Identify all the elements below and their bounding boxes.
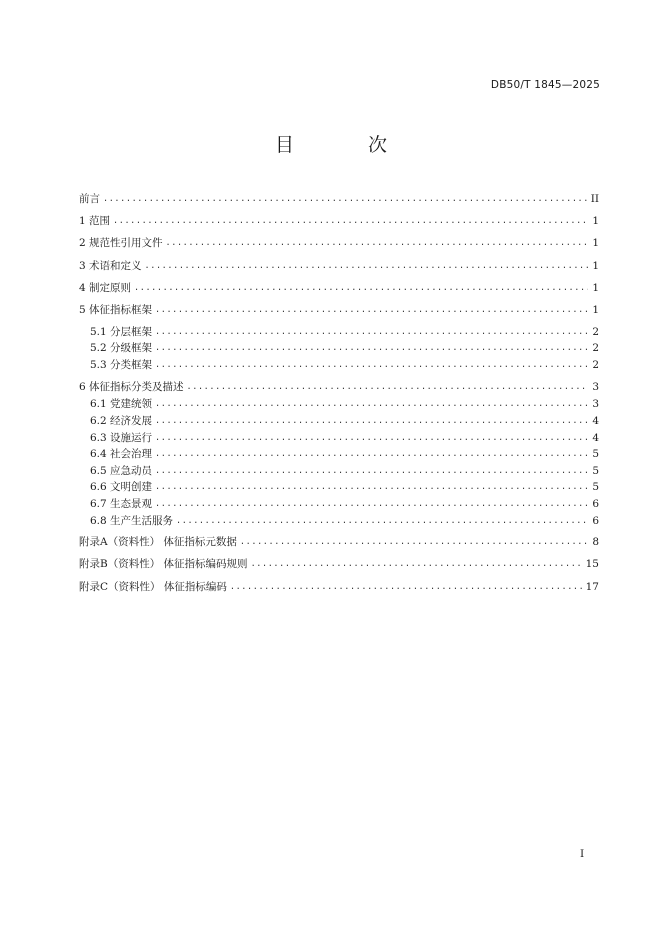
toc-entry-label: 6.2 经济发展 (90, 415, 153, 427)
toc-entry-page: 15 (585, 558, 599, 570)
toc-entry-page: 3 (592, 381, 599, 393)
toc-entry-label: 2 规范性引用文件 (79, 237, 163, 249)
toc-dot-leader (155, 341, 588, 355)
toc-entry-page: 1 (592, 304, 599, 316)
toc-entry-label: 5 体征指标框架 (79, 304, 153, 316)
toc-dot-leader (155, 325, 588, 339)
toc-entry-label: 3 术语和定义 (79, 260, 142, 272)
toc-entry-label: 5.1 分层框架 (90, 326, 153, 338)
toc-entry-label: 6 体征指标分类及描述 (79, 381, 184, 393)
toc-entry-label: 5.3 分类框架 (90, 359, 153, 371)
toc-entry-section-6-8[interactable] (90, 514, 599, 528)
toc-entry-section-6-5[interactable] (90, 464, 599, 478)
toc-entry-label: 前言 (79, 193, 100, 205)
toc-entry-page: 1 (592, 215, 599, 227)
toc-dot-leader (103, 192, 588, 206)
toc-dot-leader (155, 447, 588, 461)
toc-entry-label: 1 范围 (79, 215, 111, 227)
toc-entry-section-4[interactable] (79, 281, 599, 295)
toc-entry-label: 附录B（资料性） 体征指标编码规则 (79, 558, 248, 570)
toc-entry-section-5-2[interactable] (90, 341, 599, 355)
toc-entry-appendix-b[interactable] (79, 557, 599, 571)
toc-entry-label: 6.3 设施运行 (90, 432, 153, 444)
toc-dot-leader (155, 303, 588, 317)
toc-entry-page: 3 (592, 398, 599, 410)
document-code: DB50/T 1845—2025 (490, 79, 600, 91)
toc-entry-page: 6 (592, 515, 599, 527)
toc-entry-appendix-c[interactable] (79, 580, 599, 594)
toc-dot-leader (155, 358, 588, 372)
toc-entry-page: 2 (592, 359, 599, 371)
toc-dot-leader (155, 397, 588, 411)
toc-entry-label: 6.8 生产生活服务 (90, 515, 174, 527)
toc-entry-section-6-6[interactable] (90, 480, 599, 494)
page-number: I (580, 848, 585, 860)
toc-dot-leader (166, 236, 588, 250)
toc-entry-label: 5.2 分级框架 (90, 342, 153, 354)
toc-dot-leader (155, 480, 588, 494)
toc-dot-leader (240, 535, 588, 549)
toc-entry-label: 附录A（资料性） 体征指标元数据 (79, 536, 237, 548)
toc-entry-page: 2 (592, 342, 599, 354)
toc-dot-leader (113, 214, 588, 228)
toc-entry-section-6-2[interactable] (90, 414, 599, 428)
toc-dot-leader (187, 380, 588, 394)
toc-dot-leader (155, 414, 588, 428)
toc-entry-label: 6.6 文明创建 (90, 481, 153, 493)
toc-dot-leader (134, 281, 588, 295)
toc-entry-section-6-1[interactable] (90, 397, 599, 411)
toc-entry-page: 4 (592, 415, 599, 427)
toc-entry-label: 6.5 应急动员 (90, 465, 153, 477)
toc-entry-section-1[interactable] (79, 214, 599, 228)
toc-entry-page: 2 (592, 326, 599, 338)
toc-entry-page: 1 (592, 237, 599, 249)
toc-entry-page: 1 (592, 282, 599, 294)
toc-dot-leader (230, 580, 583, 594)
toc-dot-leader (155, 464, 588, 478)
toc-entry-appendix-a[interactable] (79, 535, 599, 549)
toc-entry-section-2[interactable] (79, 236, 599, 250)
toc-entry-page: 5 (592, 481, 599, 493)
toc-dot-leader (145, 259, 588, 273)
toc-entry-page: 5 (592, 448, 599, 460)
toc-entry-page: 4 (592, 432, 599, 444)
toc-entry-section-6-3[interactable] (90, 431, 599, 445)
toc-dot-leader (176, 514, 588, 528)
toc-entry-page: 8 (592, 536, 599, 548)
toc-entry-section-6[interactable] (79, 380, 599, 394)
toc-entry-label: 附录C（资料性） 体征指标编码 (79, 581, 227, 593)
toc-dot-leader (251, 557, 583, 571)
toc-entry-section-5-3[interactable] (90, 358, 599, 372)
toc-entry-page: 1 (592, 260, 599, 272)
toc-entry-label: 4 制定原则 (79, 282, 132, 294)
toc-entry-foreword[interactable] (79, 192, 599, 206)
toc-entry-page: II (590, 193, 599, 205)
toc-entry-section-5[interactable] (79, 303, 599, 317)
toc-entry-section-6-7[interactable] (90, 497, 599, 511)
toc-entry-section-5-1[interactable] (90, 325, 599, 339)
toc-entry-label: 6.1 党建统领 (90, 398, 153, 410)
toc-entry-page: 5 (592, 465, 599, 477)
toc-dot-leader (155, 431, 588, 445)
toc-entry-section-6-4[interactable] (90, 447, 599, 461)
toc-entry-label: 6.4 社会治理 (90, 448, 153, 460)
page-title: 目 次 (274, 134, 422, 156)
toc-entry-page: 17 (585, 581, 599, 593)
toc-dot-leader (155, 497, 588, 511)
toc-entry-section-3[interactable] (79, 259, 599, 273)
toc-entry-label: 6.7 生态景观 (90, 498, 153, 510)
toc-entry-page: 6 (592, 498, 599, 510)
